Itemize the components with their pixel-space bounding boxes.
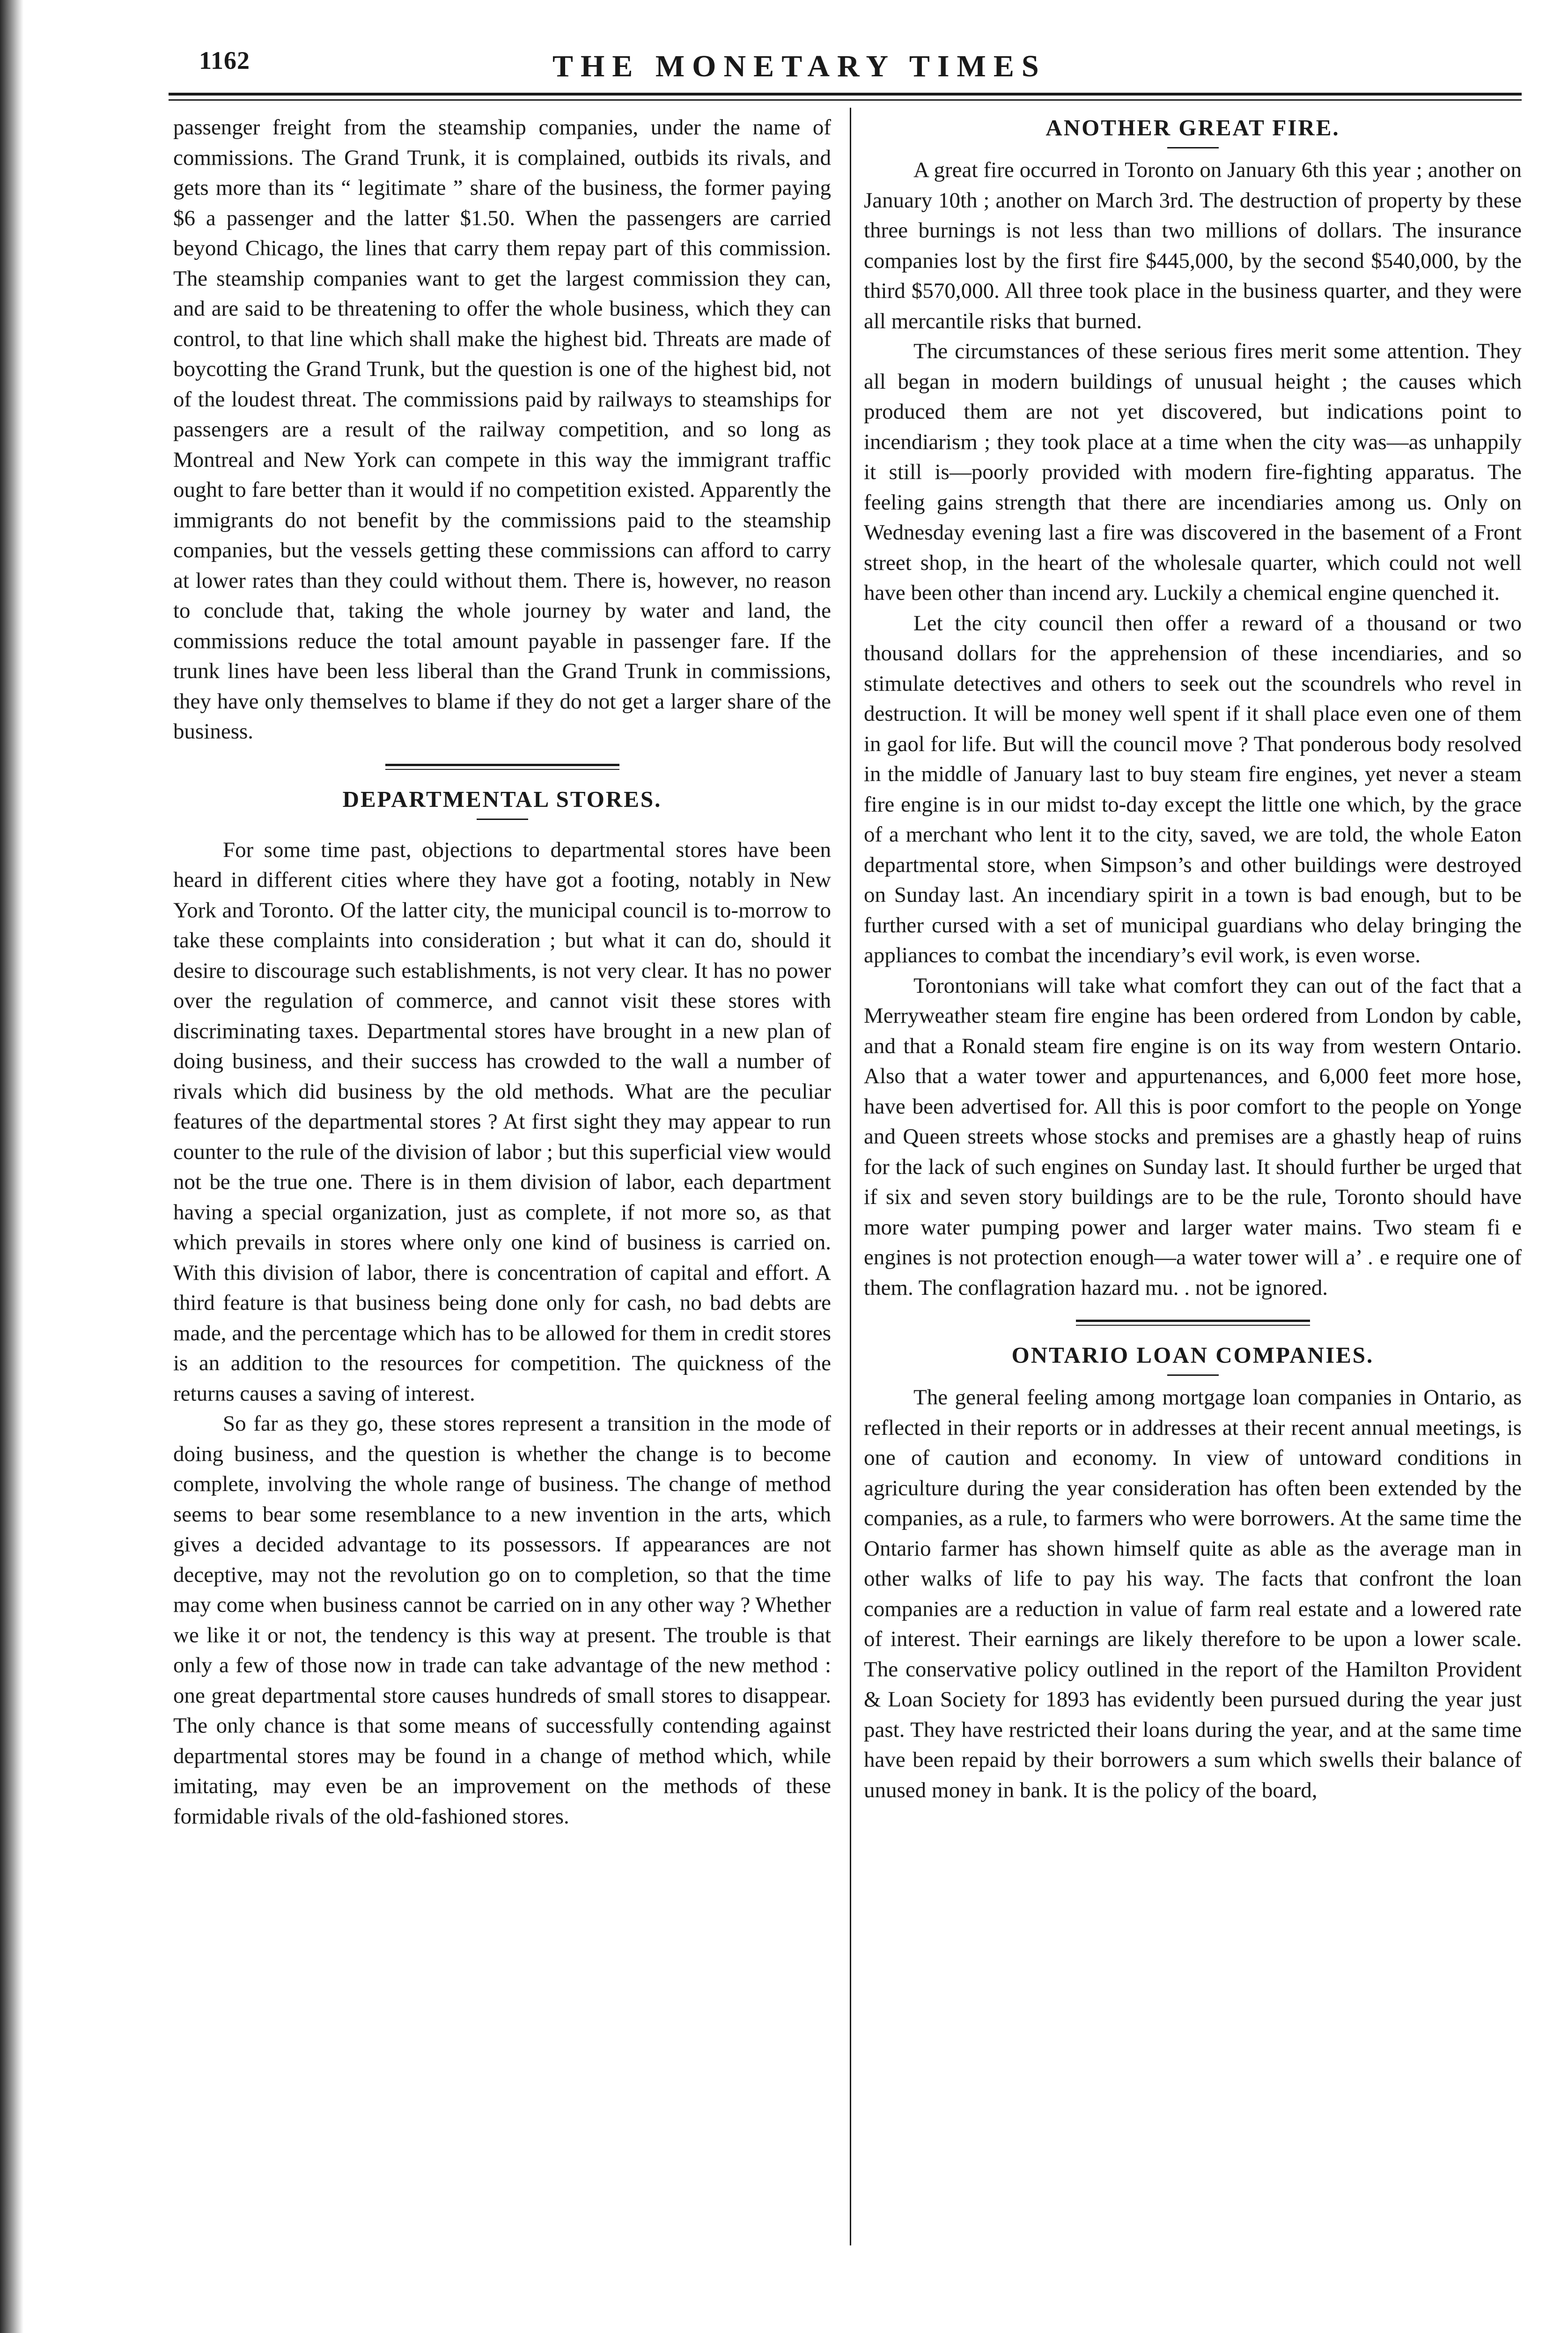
departmental-paragraph-2: So far as they go, these stores represent a transition in the mode of doing business, and the question is whether the change is to become complete, involving the whole range of business. The change of method seems to bear some resemblance to a new invention in the arts, which gives a decided advantage to its possessors. If appearances are not deceptive, may not the revolution go on to completion, so that the time may come when business cannot be carried on in any other way ? Whether we like it or not, the tendency is this way at present. The trouble is that only a few of those now in trade can take advantage of the new method : one great departmental store causes hundreds of small stores to disappear. The only chance is that some means of successfully contending against departmental stores may be found in a change of method which, while imitating, may even be an improvement on the methods of these formidable rivals of the old-fashioned stores. <box>173 1411 831 1829</box>
fire-paragraph-3: Let the city council then offer a reward of a thousand or two thousand dollars for the apprehension of these incendiaries, and so stimulate detectives and others to seek out the scoundrels who revel in destruction. It will be money well spent if it shall place even one of them in gaol for life. But will the council move ? That ponderous body resolved in the middle of January last to buy steam fire engines, yet never a steam fire engine is in our midst to-day except the little one which, by the grace of a merchant who lent it to the city, saved, we are told, the whole Eaton departmental store, when Simpson’s and other buildings were destroyed on Sunday last. An incendiary spirit in a town is bad enough, but to be further cursed with a set of municipal guardians who delay bringing the appliances to combat the incendiary’s evil work, is even worse. <box>864 611 1522 967</box>
fire-paragraph-2: The circumstances of these serious fires merit some attention. They all began in modern buildings of unusual height ; the causes which produced them are not yet discovered, but indications point to incendiarism ; they took place at a time when the city was—as unhappily it still is—poorly provided with modern fire-fighting apparatus. The feeling gains strength that there are incendiaries among us. Only on Wednesday evening last a fire was discovered in the basement of a Front street shop, in the heart of the wholesale quarter, which could not well have been other than incend ary. Luckily a chemical engine quenched it. <box>864 339 1522 605</box>
title-underline <box>477 819 528 820</box>
section-separator <box>1076 1320 1310 1326</box>
article-continuation-text: passenger freight from the steamship companies, under the name of commissions. The Grand Trunk, it is complained, outbids its rivals, and gets more than its “ legitimate ” share of the business, the former paying $6 a passenger and the latter $1.50. When the passengers are carried beyond Chicago, the lines that carry them repay part of this commission. The steamship companies want to get the largest commission they can, and are said to be threatening to offer the whole business, which they can control, to that line which shall make the highest bid. Threats are made of boycotting the Grand Trunk, but the question is one of the highest bid, not of the loudest threat. The commissions paid by railways to steamships for passengers are a result of the railway competition, and so long as Montreal and New York can compete in this way the immigrant traffic ought to fare better than it would if no competition existed. Apparently the immigrants do not benefit by the commissions paid to the steamship companies, but the vessels getting these commissions can afford to carry at lower rates than they could without them. There is, however, no reason to conclude that, taking the whole journey by water and land, the commissions reduce the total amount payable in passenger fare. If the trunk lines have been less liberal than the Grand Trunk in commissions, they have only themselves to blame if they do not get a larger share of the business. <box>173 115 831 744</box>
left-column <box>173 112 831 1831</box>
loan-paragraph-1: The general feeling among mortgage loan companies in Ontario, as reflected in their reports or in addresses at their recent annual meetings, is one of caution and economy. In view of untoward conditions in agriculture during the year consideration has often been extended by the companies, as a rule, to farmers who were borrowers. At the same time the Ontario farmer has shown himself quite as able as the average man in other walks of life to pay his way. The facts that confront the loan companies are a reduction in value of farm real estate and a lowered rate of interest. Their earnings are likely therefore to be upon a lower scale. The conservative policy outlined in the report of the Hamilton Provident & Loan Society for 1893 has evidently been pursued during the year just past. They have restricted their loans during the year, and at the same time have been repaid by their borrowers a sum which swells their balance of unused money in bank. It is the policy of the board, <box>864 1385 1522 1802</box>
article-title-ontario-loan-companies: ONTARIO LOAN COMPANIES. <box>1011 1342 1374 1368</box>
header-rule-thick <box>169 93 1522 96</box>
page-number: 1162 <box>199 46 250 74</box>
departmental-paragraph-1: For some time past, objections to departmental stores have been heard in different cities where they have got a footing, notably in New York and Toronto. Of the latter city, the municipal council is to-morrow to take these complaints into consideration ; but what it can do, should it desire to discourage such establishments, is not very clear. It has no power over the regulation of commerce, and cannot visit these stores with discriminating taxes. Departmental stores have brought in a new plan of doing business, and their success has crowded to the wall a number of rivals which did business by the old methods. What are the peculiar features of the departmental stores ? At first sight they may appear to run counter to the rule of the division of labor ; but this superficial view would not be the true one. There is in them division of labor, each department having a special organization, just as complete, if not more so, as that which prevails in stores where only one kind of business is carried on. With this division of labor, there is concentration of capital and effort. A third feature is that business being done only for cash, no bad debts are made, and the percentage which has to be allowed for them in credit stores is an addition to the resources for competition. The quickness of the returns causes a saving of interest. <box>173 837 831 1406</box>
article-title-departmental-stores: DEPARTMENTAL STORES. <box>342 786 662 812</box>
section-separator <box>385 764 619 770</box>
right-column <box>864 112 1522 1805</box>
header-rule-thin <box>169 99 1522 101</box>
binding-edge <box>0 0 23 2333</box>
fire-paragraph-1: A great fire occurred in Toronto on January 6th this year ; another on January 10th ; another on March 3rd. The destruction of property by these three burnings is not less than two millions of dollars. The insurance companies lost by the first fire $445,000, by the second $540,000, by the third $570,000. All three took place in the business quarter, and they were all mercantile risks that burned. <box>864 158 1522 333</box>
publication-title: THE MONETARY TIMES <box>552 49 1046 83</box>
title-underline <box>1167 1374 1219 1376</box>
column-divider <box>850 108 851 2245</box>
article-title-another-great-fire: ANOTHER GREAT FIRE. <box>1045 115 1340 140</box>
fire-paragraph-4: Torontonians will take what comfort they can out of the fact that a Merryweather steam fire engine has been ordered from London by cable, and that a Ronald steam fire engine is on its way from western Ontario. Also that a water tower and appurtenances, and 6,000 feet more hose, have been advertised for. All this is poor comfort to the people on Yonge and Queen streets whose stocks and premises are a ghastly heap of ruins for the lack of such engines on Sunday last. It should further be urged that if six and seven story buildings are to be the rule, Toronto should have more water pumping power and larger water mains. Two steam fi e engines is not protection enough—a water tower will a’ . e require one of them. The conflagration hazard mu. . not be ignored. <box>864 973 1522 1300</box>
title-underline <box>1167 147 1219 148</box>
